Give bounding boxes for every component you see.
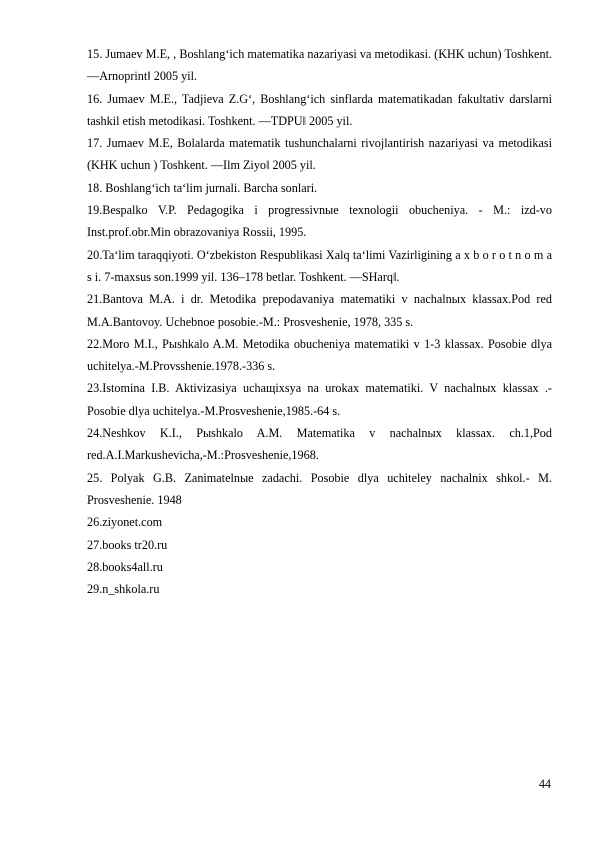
reference-item-17: 17. Jumaev M.E, Bolalarda matematik tushunchalarni rivojlantirish nazariyasi va metodikasi (KHK uchun ) Toshkent. ―Ilm Ziyo‖ 2005 yil. — [87, 136, 552, 173]
reference-item-16: 16. Jumaev M.E., Tadjieva Z.G‘, Boshlang‘ich sinflarda matematikadan fakultativ darslarni tashkil etish metodikasi. Toshkent. ―TDPU‖ 2005 yil. — [87, 91, 552, 128]
reference-item-18: 18. Boshlang‘ich ta‘lim jurnali. Barcha sonlari. — [87, 180, 318, 195]
reference-item-20: 20.Ta‘lim taraqqiyoti. O‘zbekiston Respublikasi Xalq ta‘limi Vazirligining a x b o r o t n o m a s i. 7-maxsus son.1999 yil. 136–178 betlar. Toshkent. ―SHarq‖. — [87, 247, 552, 284]
reference-item-21: 21.Bantova M.A. i dr. Metodika prepodavaniya matematiki v nachalnыx klassax.Pod red M.A.Bantovoy. Uchebnoe posobie.-M.: Prosveshenie, 1978, 335 s. — [87, 292, 552, 329]
reference-list — [87, 43, 552, 600]
reference-item-26: 26.ziyonet.com — [87, 515, 163, 530]
reference-item-23: 23.Istomina I.B. Aktivizasiya uchaщixsya na urokax matematiki. V nachalnыx klassax .-Posobie dlya uchitelya.-M.Prosveshenie,1985.-64 s. — [87, 381, 552, 418]
reference-item-29: 29.n_shkola.ru — [87, 582, 160, 597]
reference-item-24: 24.Neshkov K.I., Pыshkalo A.M. Matematika v nachalnыx klassax. ch.1,Pod red.A.I.Markushevicha,-M.:Prosveshenie,1968. — [87, 426, 552, 463]
reference-item-27: 27.books tr20.ru — [87, 537, 168, 552]
reference-item-19: 19.Bespalko V.P. Pedagogika i progressivnыe texnologii obucheniya. - M.: izd-vo Inst.prof.obr.Min obrazovaniya Rossii, 1995. — [87, 203, 552, 240]
page-number: 44 — [538, 777, 551, 791]
reference-item-22: 22.Moro M.I., Pыshkalo A.M. Metodika obucheniya matematiki v 1-3 klassax. Posobie dlya uchitelya.-M.Provsshenie.1978.-336 s. — [87, 336, 552, 374]
reference-item-25: 25. Polyak G.B. Zanimatelnыe zadachi. Posobie dlya uchiteley nachalnix shkol.- M. Prosveshenie. 1948 — [87, 470, 552, 507]
reference-item-15: 15. Jumaev M.E, , Boshlang‘ich matematika nazariyasi va metodikasi. (KHK uchun) Toshkent. ―Arnoprint‖ 2005 yil. — [87, 47, 552, 84]
reference-item-28: 28.books4all.ru — [87, 559, 163, 574]
